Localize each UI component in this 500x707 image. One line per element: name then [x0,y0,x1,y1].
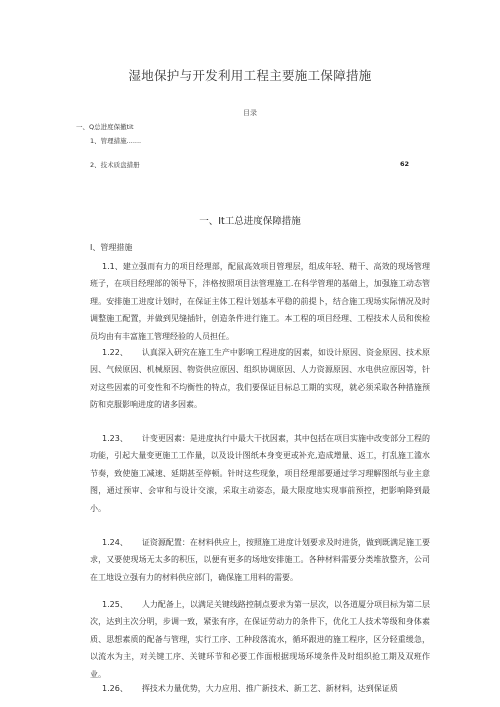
toc-entry-3[interactable]: 2、技术质盘措册 [90,161,140,169]
subsection-heading: I、管理措施 [90,243,133,252]
toc-entry-3-page: 62 [400,160,410,168]
paragraph-text: 建立强而有力的项目经理部，配鼠高效项目管理层，组成年轻、精干、高效的现场管理班子，在项目经理部的领导下，泮格按照项目法管理施工.在科学管理的基础上，加强施工动态管理。安排施工进度计划时，在保证主体工程计划基本平稳的前提卜，结合施工现场实际情况及时调整施工配置，并做到见缝插针，创造条件进行施工。本工程的项目经理、工程技术人员和俟检员均由有丰富施工管理经验的人员担任。 [90,262,430,341]
paragraph-number: 1.23、 [102,434,128,443]
toc-entry-2[interactable]: 1、管理措施....... [90,137,142,145]
paragraph-number: 1.1、 [102,262,123,271]
section-title: 一、It工总进度保障措施 [199,216,301,227]
document-title: 湿地保护与开发利用工程主要施工保障措施 [128,68,372,83]
paragraph-number: 1.26、 [102,684,128,693]
paragraph-text: 挥技术力量优势，大力应用、推广新技术、新工艺、新材料，达到保证质 [141,684,398,693]
paragraph-1-1 [90,258,430,345]
toc-heading: 目录 [243,109,257,117]
paragraph-text: 人力配备上，以满足关键线路控制点要求为第一层次，以各道厦分项目标为第二层次，达到主次分明，步调一致，紧张有序，在保证劳动力的条件下，优化工人技术等级和身体素质、思想素质的配备与管理，实行工序、工种段落流水，循环跟进的施工程序，区分轻重缓急，以流水为主，对关键工序、关键环节和必要工作面根据现场环境条件及时组织抢工期及双班作业。 [90,600,431,679]
paragraph-number: 1.25、 [102,600,128,609]
toc-entry-1[interactable]: 一、Q总进度保撤tit [76,123,134,131]
paragraph-text: 证资源配置：在材料供应上，按照施工进度计划要求及时进货，做到既满足施工要求，又要使现场无太多的积压，以便有更多的场地安排施工。各种材料需要分类堆放整齐，公司在工地设立强有力的材料供应部门，确保施工用料的需要。 [90,538,431,582]
paragraph-1-26 [90,680,430,697]
paragraph-number: 1.24、 [102,538,128,547]
paragraph-number: 1.22、 [102,348,128,357]
paragraph-1-22 [90,344,430,414]
paragraph-text: 计变更因素：是进度执行中最大干扰因素，其中包括在项目实施中改变部分工程的功能，引起大量变更施工工作量，以及设计图纸本身变更或补充,造成增量、返工，打乱施工滥水节奏，致使施工减速、延期甚至停顿。针时这些现象，项目经理部要通过学习理解图纸与业主意图，通过预审、会审和与设计交滚，采取主动姿态，最大限度地实现事前预控，把影响降到最小。 [90,434,431,513]
paragraph-1-25 [90,596,430,683]
paragraph-1-24 [90,534,430,586]
paragraph-1-23 [90,430,430,517]
paragraph-text: 认真深入研究在施工生产中影响工程进度的因素，如设计原因、资金原因、技术原因、气候原因、机械原因、物资供应原因、组织协调原因、人力资源原因、水电供应原因等，针对这些因素的可变性和不均衡性的特点，我们要保证目标总工期的实现，就必须采取各种措施预防和克服影响进度的诸多因素。 [90,348,431,410]
